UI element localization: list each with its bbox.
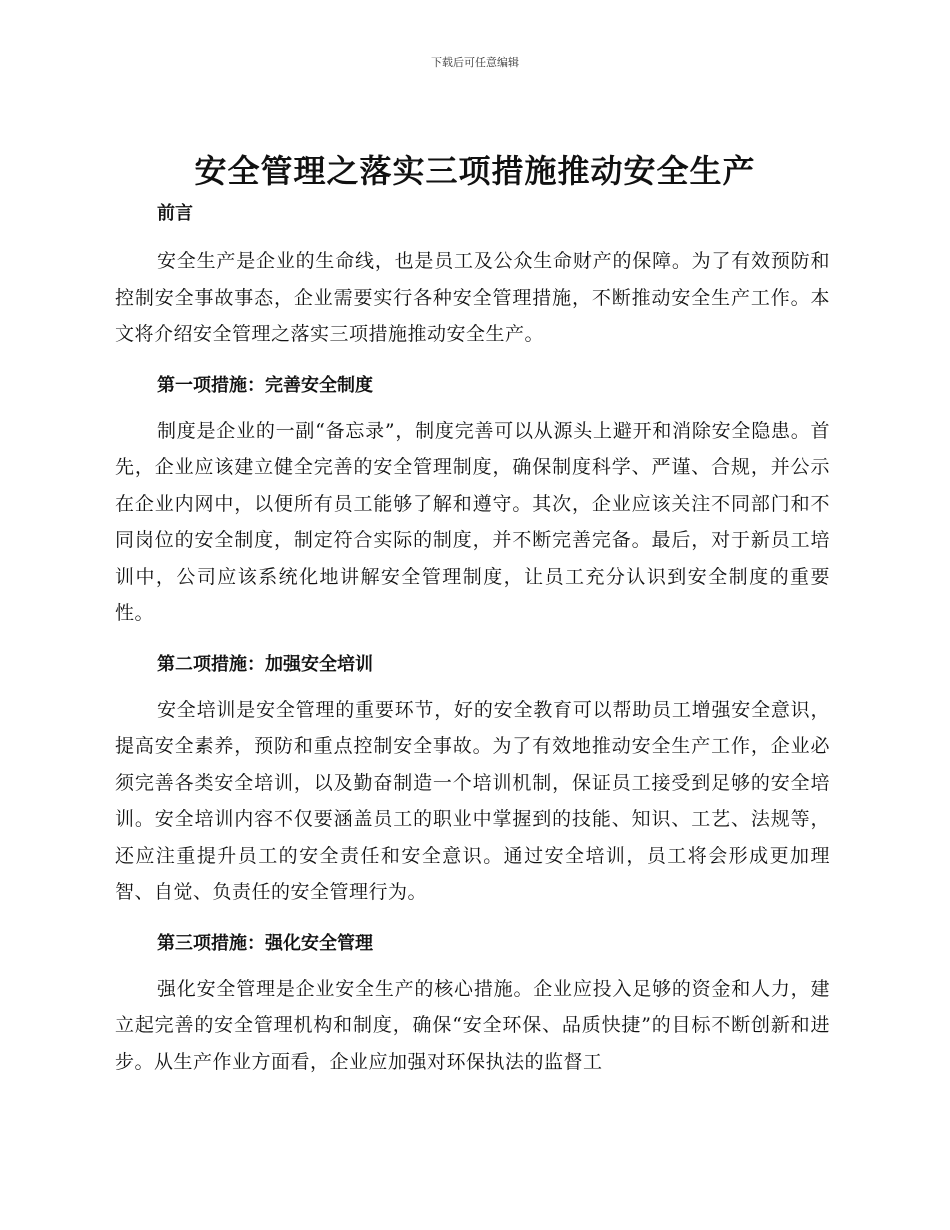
section-heading-preface: 前言 (157, 203, 193, 224)
section-heading-measure-1: 第一项措施：完善安全制度 (157, 374, 373, 396)
section-paragraph-measure-3: 强化安全管理是企业安全生产的核心措施。企业应投入足够的资金和人力，建立起完善的安全管理机构和制度，确保“安全环保、品质快捷”的目标不断创新和进步。从生产作业方面看，企业应加强对环保执法的监督工 (115, 977, 830, 1073)
header-note: 下载后可任意编辑 (431, 56, 519, 69)
document-body (115, 195, 830, 1094)
section-heading-measure-2: 第二项措施：加强安全培训 (157, 653, 373, 675)
document-title: 安全管理之落实三项措施推动安全生产 (194, 152, 756, 190)
section-heading-measure-3: 第三项措施：强化安全管理 (157, 932, 373, 954)
section-paragraph-measure-2: 安全培训是安全管理的重要环节，好的安全教育可以帮助员工增强安全意识，提高安全素养，预防和重点控制安全事故。为了有效地推动安全生产工作，企业必须完善各类安全培训，以及勤奋制造一个培训机制，保证员工接受到足够的安全培训。安全培训内容不仅要涵盖员工的职业中掌握到的技能、知识、工艺、法规等，还应注重提升员工的安全责任和安全意识。通过安全培训，员工将会形成更加理智、自觉、负责任的安全管理行为。 (115, 698, 830, 903)
section-paragraph-measure-1: 制度是企业的一副“备忘录”，制度完善可以从源头上避开和消除安全隐患。首先，企业应该建立健全完善的安全管理制度，确保制度科学、严谨、合规，并公示在企业内网中，以便所有员工能够了解和遵守。其次，企业应该关注不同部门和不同岗位的安全制度，制定符合实际的制度，并不断完善完备。最后，对于新员工培训中，公司应该系统化地讲解安全管理制度，让员工充分认识到安全制度的重要性。 (115, 419, 830, 624)
section-paragraph-preface: 安全生产是企业的生命线，也是员工及公众生命财产的保障。为了有效预防和控制安全事故事态，企业需要实行各种安全管理措施，不断推动安全生产工作。本文将介绍安全管理之落实三项措施推动安全生产。 (115, 250, 830, 345)
